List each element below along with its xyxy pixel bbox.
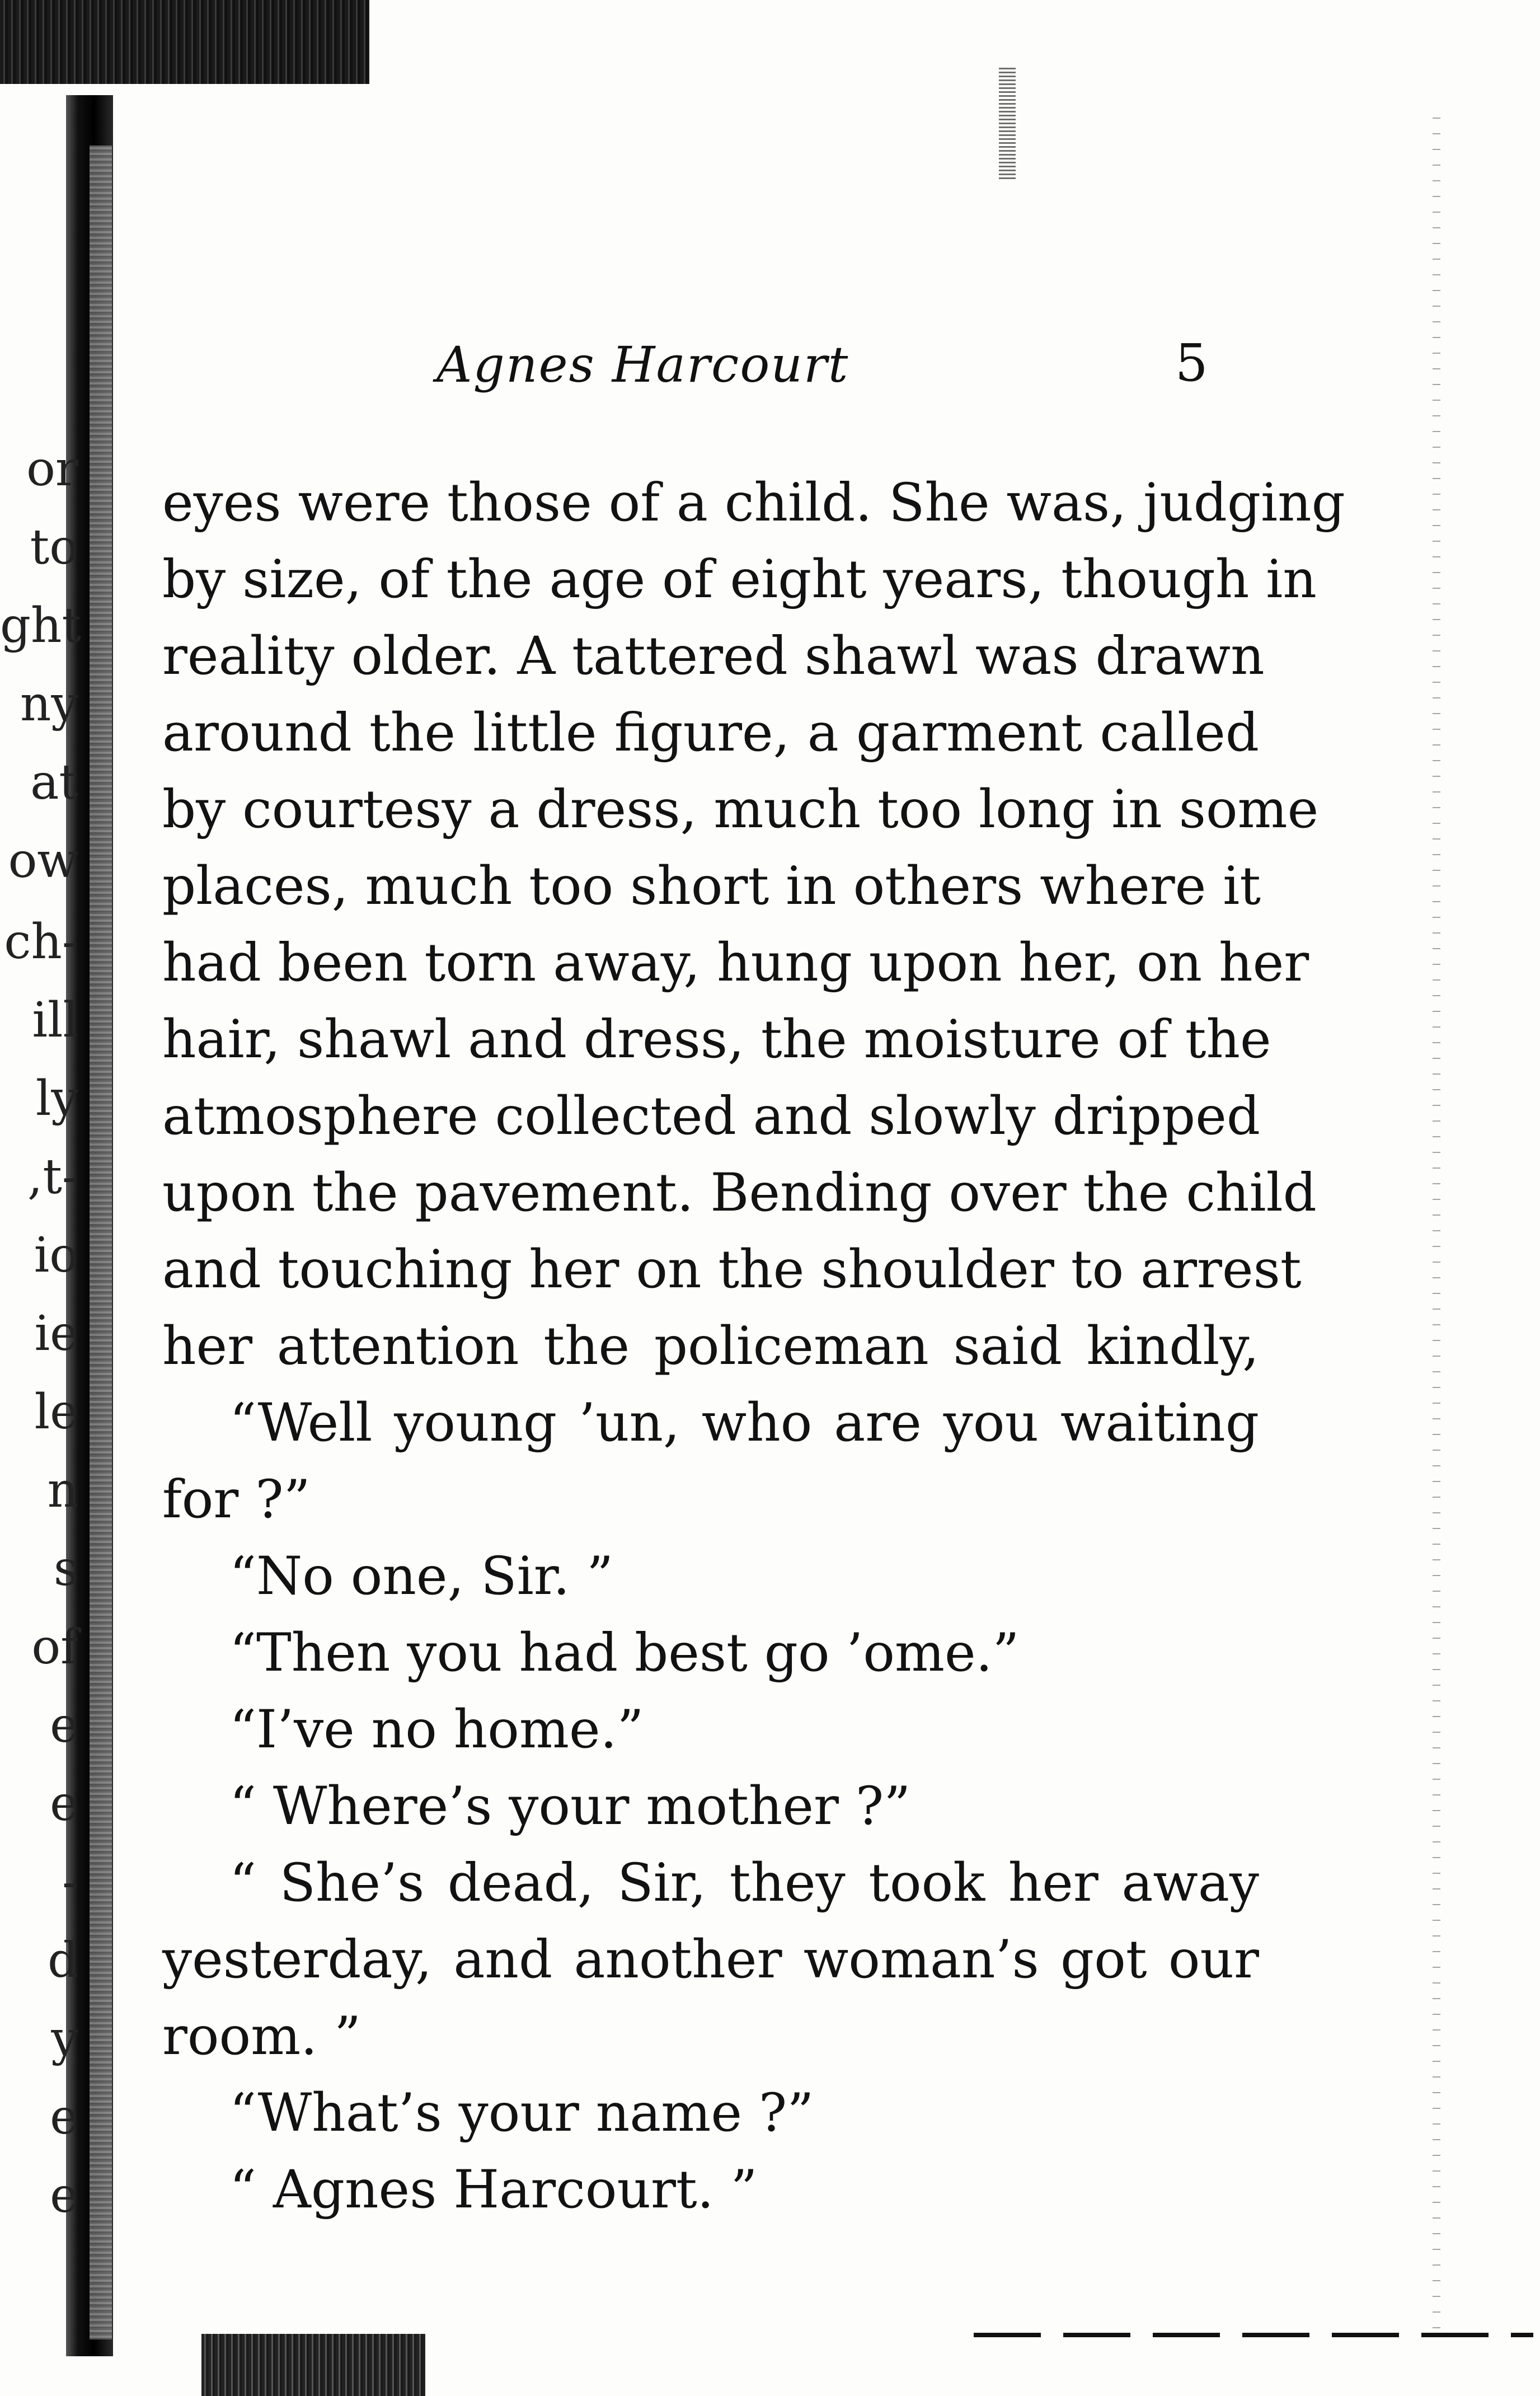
facing-fragment: e (50, 1776, 78, 1832)
facing-fragment: ly (35, 1071, 78, 1127)
dialogue-line: “ Where’s your mother ?” (229, 1776, 911, 1837)
dialogue-line: “Well young ’un, who are you waiting (229, 1392, 1259, 1453)
facing-fragment: e (50, 1698, 78, 1753)
facing-fragment: d (47, 1933, 78, 1989)
text-line: by courtesy a dress, much too long in some (162, 779, 1319, 840)
facing-fragment: at (30, 754, 78, 810)
facing-fragment: ow (8, 833, 78, 889)
dialogue-line: “ Agnes Harcourt. ” (229, 2159, 758, 2220)
text-line: hair, shawl and dress, the moisture of the (162, 1009, 1271, 1070)
text-line: her attention the policeman said kindly, (162, 1316, 1259, 1377)
dialogue-line: for ?” (162, 1469, 311, 1530)
text-line: reality older. A tattered shawl was drawn (162, 626, 1265, 687)
facing-fragment: to (30, 519, 78, 575)
dialogue-line: room. ” (162, 2006, 361, 2067)
facing-fragment: ny (20, 676, 78, 732)
dialogue-line: “No one, Sir. ” (229, 1546, 614, 1607)
facing-fragment: s (53, 1541, 78, 1597)
scan-smudge (999, 67, 1016, 179)
facing-fragment: n (47, 1462, 78, 1518)
facing-fragment: ght (0, 598, 81, 654)
text-line: had been torn away, hung upon her, on her (162, 932, 1309, 993)
facing-fragment: y (51, 2011, 78, 2067)
facing-page-fragments (0, 0, 81, 2396)
facing-fragment: ie (34, 1306, 78, 1362)
dialogue-line: “Then you had best go ’ome.” (229, 1623, 1020, 1684)
text-line: eyes were those of a child. She was, judging (162, 472, 1345, 533)
dialogue-line: “What’s your name ?” (229, 2083, 814, 2144)
facing-fragment: ,t- (27, 1149, 78, 1205)
facing-fragment: ch- (4, 914, 78, 970)
text-line: by size, of the age of eight years, though in (162, 549, 1317, 610)
text-line: atmosphere collected and slowly dripped (162, 1086, 1261, 1147)
scan-artifact-bottom (201, 2334, 425, 2396)
dialogue-line: “ She’s dead, Sir, they took her away (229, 1853, 1259, 1914)
text-line: places, much too short in others where it (162, 856, 1261, 917)
facing-fragment: io (34, 1227, 78, 1283)
facing-fragment: of (31, 1619, 78, 1675)
spine-edge-texture (90, 146, 112, 2339)
facing-fragment: e (50, 2089, 78, 2145)
facing-fragment: or (26, 441, 78, 497)
facing-fragment: le (34, 1384, 78, 1440)
text-line: upon the pavement. Bending over the child (162, 1162, 1317, 1223)
page-right-edge (1433, 112, 1440, 2328)
facing-fragment: ill (32, 992, 78, 1048)
dialogue-line: yesterday, and another woman’s got our (162, 1929, 1259, 1990)
dialogue-line: “I’ve no home.” (229, 1699, 644, 1760)
facing-fragment: e (50, 2168, 78, 2224)
text-line: around the little figure, a garment called (162, 702, 1259, 763)
facing-fragment: - (62, 1854, 78, 1910)
page-number: 5 (1175, 333, 1208, 393)
text-line: and touching her on the shoulder to arrest (162, 1239, 1302, 1300)
bottom-edge-rule (974, 2333, 1533, 2337)
running-header (436, 333, 1220, 403)
running-title: Agnes Harcourt (436, 336, 849, 393)
body-text (162, 465, 1345, 2228)
